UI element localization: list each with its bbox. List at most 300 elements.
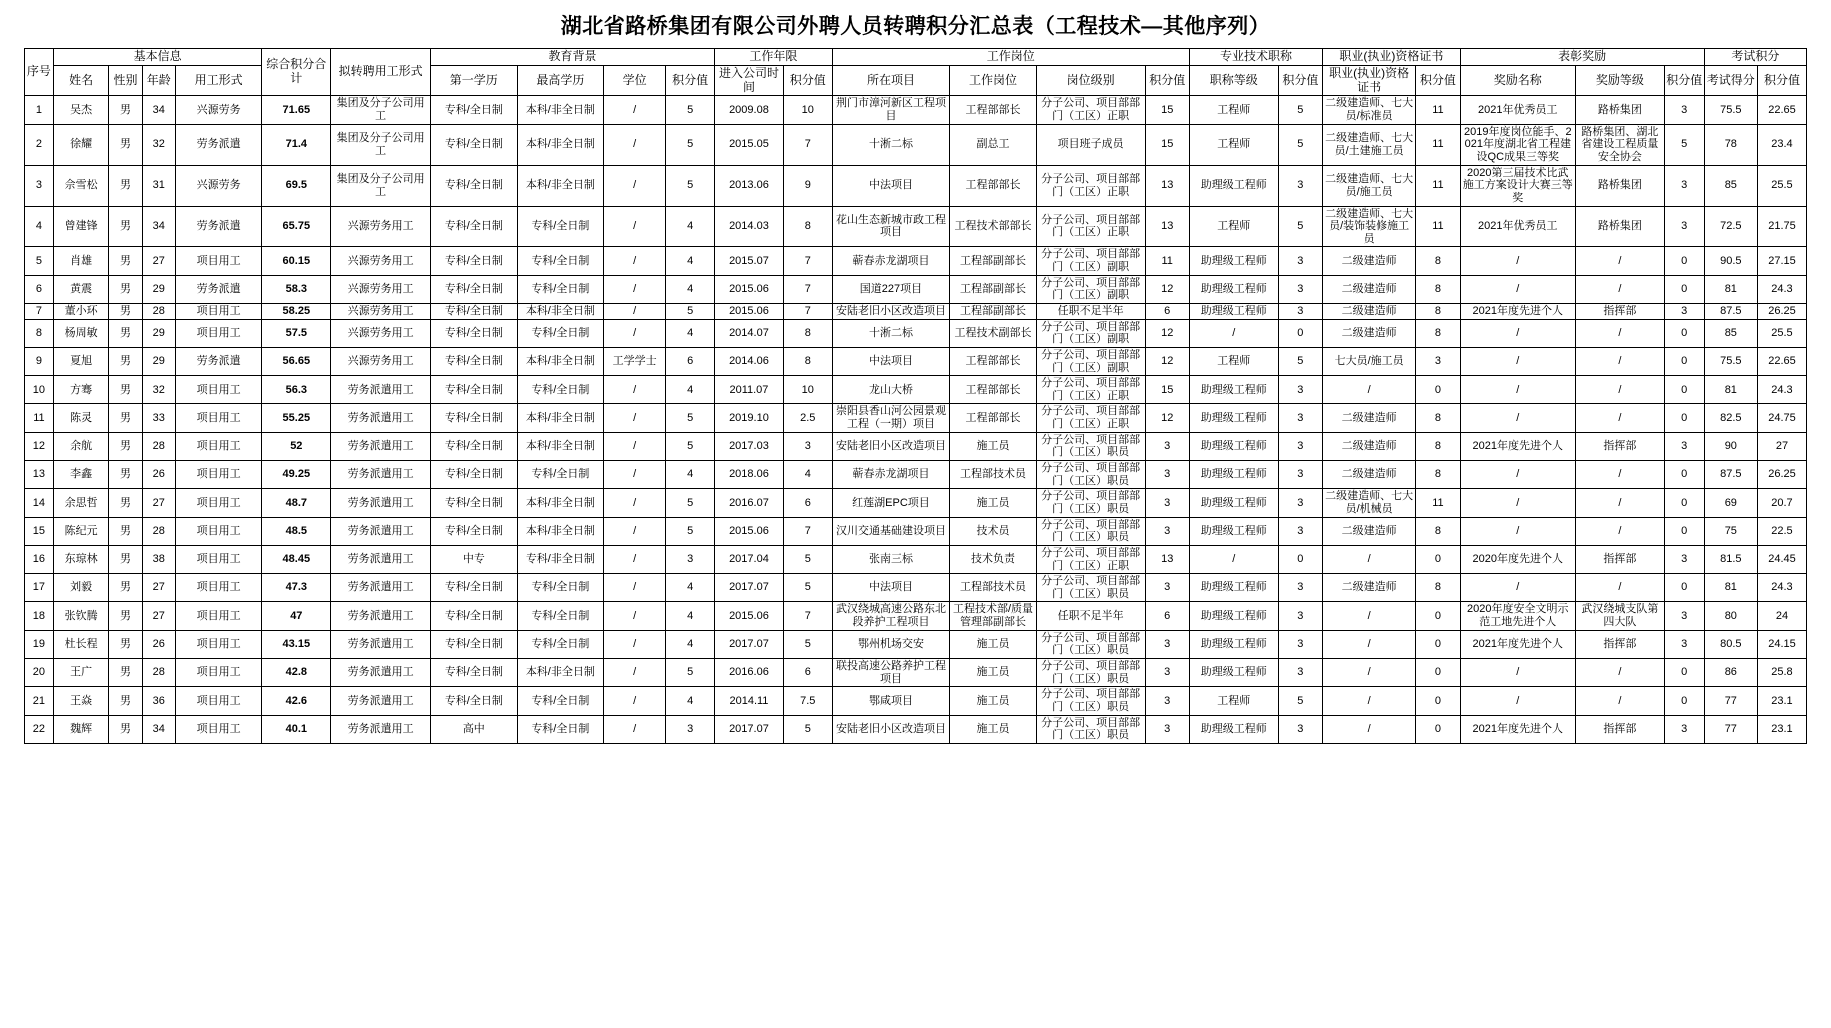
cell-award-level: 路桥集团 bbox=[1575, 165, 1664, 206]
cell-project: 联投高速公路养护工程项目 bbox=[832, 659, 950, 687]
header-highest-degree: 最高学历 bbox=[517, 65, 604, 96]
cell-vocation: 二级建造师 bbox=[1323, 432, 1416, 460]
cell-exam-point: 24.15 bbox=[1757, 630, 1806, 658]
cell-vocation-score: 0 bbox=[1416, 602, 1460, 630]
cell-award-name: / bbox=[1460, 574, 1575, 602]
cell-entry-time: 2017.04 bbox=[715, 545, 784, 573]
cell-award-name: / bbox=[1460, 659, 1575, 687]
cell-age: 29 bbox=[142, 319, 175, 347]
cell-vocation: 二级建造师 bbox=[1323, 247, 1416, 275]
cell-title-score: 5 bbox=[1278, 124, 1322, 165]
cell-name: 黄震 bbox=[53, 275, 108, 303]
cell-total-score: 71.65 bbox=[262, 96, 331, 124]
cell-award-level: / bbox=[1575, 347, 1664, 375]
table-row bbox=[25, 304, 1807, 320]
cell-exam-score: 81 bbox=[1704, 275, 1757, 303]
cell-edu-score: 4 bbox=[666, 319, 715, 347]
table-row bbox=[25, 489, 1807, 517]
cell-award-level: 指挥部 bbox=[1575, 630, 1664, 658]
cell-entry-time: 2015.06 bbox=[715, 304, 784, 320]
cell-project: 中法项目 bbox=[832, 347, 950, 375]
cell-first-degree: 专科/全日制 bbox=[431, 319, 518, 347]
cell-exam-point: 21.75 bbox=[1757, 206, 1806, 247]
cell-seq: 13 bbox=[25, 461, 54, 489]
cell-plan-form: 劳务派遣用工 bbox=[331, 630, 431, 658]
cell-entry-time: 2016.06 bbox=[715, 659, 784, 687]
cell-plan-form: 集团及分子公司用工 bbox=[331, 124, 431, 165]
cell-entry-time: 2015.06 bbox=[715, 275, 784, 303]
cell-exam-score: 77 bbox=[1704, 687, 1757, 715]
cell-degree: / bbox=[604, 461, 666, 489]
cell-age: 29 bbox=[142, 347, 175, 375]
cell-first-degree: 专科/全日制 bbox=[431, 404, 518, 432]
cell-post: 工程部部长 bbox=[950, 404, 1037, 432]
cell-project: 鄂州机场交安 bbox=[832, 630, 950, 658]
cell-name: 陈灵 bbox=[53, 404, 108, 432]
cell-age: 34 bbox=[142, 96, 175, 124]
cell-project: 荆门市漳河新区工程项目 bbox=[832, 96, 950, 124]
cell-degree: / bbox=[604, 687, 666, 715]
cell-vocation: 二级建造师、七大员/标准员 bbox=[1323, 96, 1416, 124]
cell-years-score: 5 bbox=[783, 574, 832, 602]
cell-years-score: 9 bbox=[783, 165, 832, 206]
cell-post-level: 分子公司、项目部部门（工区）正职 bbox=[1036, 376, 1145, 404]
cell-edu-score: 6 bbox=[666, 347, 715, 375]
cell-title-level: 助理级工程师 bbox=[1189, 715, 1278, 743]
cell-highest-degree: 专科/全日制 bbox=[517, 687, 604, 715]
cell-employ-form: 兴源劳务 bbox=[175, 96, 262, 124]
cell-award-score: 0 bbox=[1664, 404, 1704, 432]
cell-award-name: / bbox=[1460, 376, 1575, 404]
cell-post-score: 15 bbox=[1145, 376, 1189, 404]
cell-first-degree: 专科/全日制 bbox=[431, 165, 518, 206]
cell-award-score: 3 bbox=[1664, 715, 1704, 743]
cell-title-level: 助理级工程师 bbox=[1189, 247, 1278, 275]
cell-sex: 男 bbox=[109, 517, 142, 545]
cell-highest-degree: 专科/全日制 bbox=[517, 319, 604, 347]
cell-seq: 21 bbox=[25, 687, 54, 715]
cell-degree: / bbox=[604, 319, 666, 347]
cell-highest-degree: 本科/非全日制 bbox=[517, 404, 604, 432]
cell-entry-time: 2015.07 bbox=[715, 247, 784, 275]
cell-total-score: 56.3 bbox=[262, 376, 331, 404]
cell-total-score: 48.5 bbox=[262, 517, 331, 545]
cell-years-score: 4 bbox=[783, 461, 832, 489]
cell-name: 李鑫 bbox=[53, 461, 108, 489]
cell-first-degree: 专科/全日制 bbox=[431, 247, 518, 275]
cell-vocation: 二级建造师、七大员/机械员 bbox=[1323, 489, 1416, 517]
cell-plan-form: 劳务派遣用工 bbox=[331, 715, 431, 743]
cell-employ-form: 劳务派遣 bbox=[175, 347, 262, 375]
cell-edu-score: 4 bbox=[666, 602, 715, 630]
table-row bbox=[25, 574, 1807, 602]
cell-post-score: 13 bbox=[1145, 206, 1189, 247]
cell-award-level: / bbox=[1575, 275, 1664, 303]
cell-name: 徐耀 bbox=[53, 124, 108, 165]
cell-highest-degree: 本科/非全日制 bbox=[517, 659, 604, 687]
cell-plan-form: 兴源劳务用工 bbox=[331, 275, 431, 303]
cell-employ-form: 劳务派遣 bbox=[175, 124, 262, 165]
cell-exam-score: 78 bbox=[1704, 124, 1757, 165]
cell-sex: 男 bbox=[109, 489, 142, 517]
header-vocation: 职业(执业)资格证书 bbox=[1323, 65, 1416, 96]
cell-exam-score: 90.5 bbox=[1704, 247, 1757, 275]
cell-title-score: 3 bbox=[1278, 517, 1322, 545]
cell-sex: 男 bbox=[109, 574, 142, 602]
table-row bbox=[25, 602, 1807, 630]
cell-post-level: 分子公司、项目部部门（工区）职员 bbox=[1036, 432, 1145, 460]
cell-seq: 14 bbox=[25, 489, 54, 517]
header-award-name: 奖励名称 bbox=[1460, 65, 1575, 96]
table-row bbox=[25, 124, 1807, 165]
cell-total-score: 71.4 bbox=[262, 124, 331, 165]
cell-title-score: 3 bbox=[1278, 275, 1322, 303]
cell-plan-form: 劳务派遣用工 bbox=[331, 545, 431, 573]
cell-project: 红莲湖EPC项目 bbox=[832, 489, 950, 517]
cell-vocation-score: 8 bbox=[1416, 319, 1460, 347]
cell-sex: 男 bbox=[109, 602, 142, 630]
cell-first-degree: 专科/全日制 bbox=[431, 124, 518, 165]
cell-seq: 1 bbox=[25, 96, 54, 124]
cell-title-level: 助理级工程师 bbox=[1189, 517, 1278, 545]
cell-post: 施工员 bbox=[950, 630, 1037, 658]
cell-highest-degree: 本科/非全日制 bbox=[517, 517, 604, 545]
cell-years-score: 5 bbox=[783, 545, 832, 573]
cell-degree: / bbox=[604, 304, 666, 320]
cell-award-score: 0 bbox=[1664, 659, 1704, 687]
cell-highest-degree: 专科/全日制 bbox=[517, 715, 604, 743]
cell-project: 安陆老旧小区改造项目 bbox=[832, 432, 950, 460]
cell-post-score: 3 bbox=[1145, 432, 1189, 460]
cell-award-level: 指挥部 bbox=[1575, 545, 1664, 573]
cell-post-level: 分子公司、项目部部门（工区）正职 bbox=[1036, 545, 1145, 573]
cell-title-score: 3 bbox=[1278, 630, 1322, 658]
cell-post: 工程部副部长 bbox=[950, 275, 1037, 303]
cell-employ-form: 项目用工 bbox=[175, 687, 262, 715]
cell-name: 余航 bbox=[53, 432, 108, 460]
cell-name: 董小环 bbox=[53, 304, 108, 320]
cell-entry-time: 2017.07 bbox=[715, 630, 784, 658]
cell-employ-form: 项目用工 bbox=[175, 517, 262, 545]
cell-plan-form: 劳务派遣用工 bbox=[331, 404, 431, 432]
cell-seq: 4 bbox=[25, 206, 54, 247]
cell-highest-degree: 本科/非全日制 bbox=[517, 96, 604, 124]
cell-post-score: 13 bbox=[1145, 545, 1189, 573]
cell-entry-time: 2017.03 bbox=[715, 432, 784, 460]
cell-post-level: 分子公司、项目部部门（工区）副职 bbox=[1036, 347, 1145, 375]
cell-seq: 2 bbox=[25, 124, 54, 165]
header-post-score: 积分值 bbox=[1145, 65, 1189, 96]
cell-award-level: / bbox=[1575, 404, 1664, 432]
cell-vocation: 二级建造师 bbox=[1323, 275, 1416, 303]
cell-post-score: 3 bbox=[1145, 659, 1189, 687]
cell-employ-form: 项目用工 bbox=[175, 319, 262, 347]
cell-name: 东琼林 bbox=[53, 545, 108, 573]
cell-post-level: 分子公司、项目部部门（工区）副职 bbox=[1036, 319, 1145, 347]
cell-post: 施工员 bbox=[950, 687, 1037, 715]
cell-title-level: 助理级工程师 bbox=[1189, 630, 1278, 658]
cell-exam-score: 85 bbox=[1704, 319, 1757, 347]
cell-age: 38 bbox=[142, 545, 175, 573]
cell-award-score: 3 bbox=[1664, 602, 1704, 630]
cell-vocation-score: 0 bbox=[1416, 376, 1460, 404]
cell-edu-score: 5 bbox=[666, 404, 715, 432]
cell-age: 29 bbox=[142, 275, 175, 303]
header-work-post: 工作岗位 bbox=[832, 49, 1189, 66]
table-row bbox=[25, 630, 1807, 658]
cell-award-level: / bbox=[1575, 489, 1664, 517]
cell-post-level: 分子公司、项目部部门（工区）正职 bbox=[1036, 165, 1145, 206]
cell-post-level: 分子公司、项目部部门（工区）正职 bbox=[1036, 404, 1145, 432]
cell-post-level: 分子公司、项目部部门（工区）职员 bbox=[1036, 489, 1145, 517]
cell-name: 吴杰 bbox=[53, 96, 108, 124]
cell-exam-point: 24.75 bbox=[1757, 404, 1806, 432]
cell-post: 工程部部长 bbox=[950, 165, 1037, 206]
cell-title-score: 3 bbox=[1278, 659, 1322, 687]
header-exam: 考试积分 bbox=[1704, 49, 1806, 66]
cell-post: 工程技术部部长 bbox=[950, 206, 1037, 247]
cell-first-degree: 专科/全日制 bbox=[431, 376, 518, 404]
cell-seq: 6 bbox=[25, 275, 54, 303]
cell-entry-time: 2017.07 bbox=[715, 715, 784, 743]
cell-title-level: 工程师 bbox=[1189, 687, 1278, 715]
cell-award-name: / bbox=[1460, 275, 1575, 303]
cell-award-level: / bbox=[1575, 319, 1664, 347]
cell-highest-degree: 专科/全日制 bbox=[517, 602, 604, 630]
cell-project: 中法项目 bbox=[832, 574, 950, 602]
cell-first-degree: 专科/全日制 bbox=[431, 432, 518, 460]
cell-award-score: 3 bbox=[1664, 165, 1704, 206]
cell-years-score: 8 bbox=[783, 206, 832, 247]
cell-employ-form: 项目用工 bbox=[175, 432, 262, 460]
cell-post: 工程部技术员 bbox=[950, 461, 1037, 489]
cell-post-level: 分子公司、项目部部门（工区）正职 bbox=[1036, 206, 1145, 247]
cell-edu-score: 5 bbox=[666, 659, 715, 687]
cell-post-level: 分子公司、项目部部门（工区）职员 bbox=[1036, 687, 1145, 715]
cell-vocation: 二级建造师 bbox=[1323, 574, 1416, 602]
cell-vocation-score: 11 bbox=[1416, 489, 1460, 517]
cell-title-score: 3 bbox=[1278, 489, 1322, 517]
cell-vocation: / bbox=[1323, 687, 1416, 715]
header-name: 姓名 bbox=[53, 65, 108, 96]
cell-plan-form: 劳务派遣用工 bbox=[331, 376, 431, 404]
cell-entry-time: 2018.06 bbox=[715, 461, 784, 489]
cell-project: 安陆老旧小区改造项目 bbox=[832, 304, 950, 320]
cell-post-level: 分子公司、项目部部门（工区）职员 bbox=[1036, 574, 1145, 602]
cell-plan-form: 兴源劳务用工 bbox=[331, 319, 431, 347]
cell-plan-form: 劳务派遣用工 bbox=[331, 574, 431, 602]
table-row bbox=[25, 545, 1807, 573]
cell-vocation-score: 8 bbox=[1416, 404, 1460, 432]
cell-years-score: 10 bbox=[783, 96, 832, 124]
cell-exam-point: 26.25 bbox=[1757, 461, 1806, 489]
cell-title-score: 3 bbox=[1278, 247, 1322, 275]
cell-vocation-score: 0 bbox=[1416, 687, 1460, 715]
cell-seq: 16 bbox=[25, 545, 54, 573]
cell-edu-score: 4 bbox=[666, 687, 715, 715]
cell-seq: 10 bbox=[25, 376, 54, 404]
cell-employ-form: 项目用工 bbox=[175, 545, 262, 573]
cell-vocation: 二级建造师、七大员/土建施工员 bbox=[1323, 124, 1416, 165]
cell-edu-score: 4 bbox=[666, 630, 715, 658]
cell-vocation: 二级建造师 bbox=[1323, 404, 1416, 432]
cell-award-name: / bbox=[1460, 319, 1575, 347]
cell-first-degree: 专科/全日制 bbox=[431, 489, 518, 517]
cell-age: 27 bbox=[142, 489, 175, 517]
cell-post-level: 分子公司、项目部部门（工区）职员 bbox=[1036, 461, 1145, 489]
cell-post-score: 15 bbox=[1145, 96, 1189, 124]
cell-plan-form: 集团及分子公司用工 bbox=[331, 165, 431, 206]
cell-award-name: 2021年度先进个人 bbox=[1460, 630, 1575, 658]
cell-plan-form: 集团及分子公司用工 bbox=[331, 96, 431, 124]
cell-first-degree: 专科/全日制 bbox=[431, 574, 518, 602]
cell-name: 王焱 bbox=[53, 687, 108, 715]
cell-name: 陈纪元 bbox=[53, 517, 108, 545]
cell-award-name: 2020第三届技术比武施工方案设计大赛三等奖 bbox=[1460, 165, 1575, 206]
cell-title-level: 工程师 bbox=[1189, 96, 1278, 124]
cell-vocation-score: 8 bbox=[1416, 517, 1460, 545]
header-degree: 学位 bbox=[604, 65, 666, 96]
cell-post: 副总工 bbox=[950, 124, 1037, 165]
header-age: 年龄 bbox=[142, 65, 175, 96]
table-header bbox=[25, 49, 1807, 96]
cell-title-level: 助理级工程师 bbox=[1189, 376, 1278, 404]
cell-post-score: 3 bbox=[1145, 715, 1189, 743]
cell-exam-point: 24.3 bbox=[1757, 275, 1806, 303]
cell-post-level: 分子公司、项目部部门（工区）职员 bbox=[1036, 659, 1145, 687]
table-row bbox=[25, 275, 1807, 303]
cell-total-score: 47.3 bbox=[262, 574, 331, 602]
cell-first-degree: 专科/全日制 bbox=[431, 347, 518, 375]
header-employ-form: 用工形式 bbox=[175, 65, 262, 96]
cell-title-score: 3 bbox=[1278, 715, 1322, 743]
cell-title-level: 助理级工程师 bbox=[1189, 602, 1278, 630]
cell-award-score: 0 bbox=[1664, 489, 1704, 517]
cell-edu-score: 4 bbox=[666, 275, 715, 303]
cell-highest-degree: 专科/全日制 bbox=[517, 376, 604, 404]
cell-post-score: 11 bbox=[1145, 247, 1189, 275]
cell-first-degree: 专科/全日制 bbox=[431, 602, 518, 630]
cell-award-name: 2021年度先进个人 bbox=[1460, 715, 1575, 743]
cell-post: 工程部副部长 bbox=[950, 247, 1037, 275]
cell-post: 工程技术副部长 bbox=[950, 319, 1037, 347]
cell-years-score: 7.5 bbox=[783, 687, 832, 715]
cell-name: 余思哲 bbox=[53, 489, 108, 517]
cell-total-score: 42.8 bbox=[262, 659, 331, 687]
cell-exam-point: 23.1 bbox=[1757, 687, 1806, 715]
cell-award-name: 2021年度先进个人 bbox=[1460, 432, 1575, 460]
cell-age: 33 bbox=[142, 404, 175, 432]
cell-highest-degree: 专科/全日制 bbox=[517, 275, 604, 303]
cell-sex: 男 bbox=[109, 165, 142, 206]
cell-total-score: 43.15 bbox=[262, 630, 331, 658]
header-total-score: 综合积分合计 bbox=[262, 49, 331, 96]
cell-project: 十淅二标 bbox=[832, 319, 950, 347]
header-edu-score: 积分值 bbox=[666, 65, 715, 96]
cell-edu-score: 4 bbox=[666, 206, 715, 247]
cell-age: 32 bbox=[142, 124, 175, 165]
cell-years-score: 8 bbox=[783, 319, 832, 347]
cell-total-score: 58.25 bbox=[262, 304, 331, 320]
cell-project: 十淅二标 bbox=[832, 124, 950, 165]
cell-vocation: 二级建造师 bbox=[1323, 461, 1416, 489]
cell-total-score: 48.45 bbox=[262, 545, 331, 573]
cell-exam-score: 82.5 bbox=[1704, 404, 1757, 432]
header-basic-info: 基本信息 bbox=[53, 49, 262, 66]
cell-post-score: 15 bbox=[1145, 124, 1189, 165]
cell-plan-form: 兴源劳务用工 bbox=[331, 304, 431, 320]
cell-exam-point: 26.25 bbox=[1757, 304, 1806, 320]
cell-plan-form: 劳务派遣用工 bbox=[331, 602, 431, 630]
header-work-years: 工作年限 bbox=[715, 49, 833, 66]
cell-first-degree: 专科/全日制 bbox=[431, 659, 518, 687]
cell-first-degree: 专科/全日制 bbox=[431, 275, 518, 303]
cell-vocation-score: 8 bbox=[1416, 461, 1460, 489]
cell-project: 蕲春赤龙湖项目 bbox=[832, 247, 950, 275]
header-education: 教育背景 bbox=[431, 49, 715, 66]
cell-project: 龙山大桥 bbox=[832, 376, 950, 404]
cell-title-score: 3 bbox=[1278, 304, 1322, 320]
cell-post-level: 分子公司、项目部部门（工区）副职 bbox=[1036, 275, 1145, 303]
cell-total-score: 47 bbox=[262, 602, 331, 630]
cell-sex: 男 bbox=[109, 432, 142, 460]
cell-exam-score: 75.5 bbox=[1704, 96, 1757, 124]
cell-exam-point: 24.3 bbox=[1757, 574, 1806, 602]
cell-entry-time: 2014.11 bbox=[715, 687, 784, 715]
cell-award-name: 2021年度先进个人 bbox=[1460, 304, 1575, 320]
header-exam-score: 考试得分 bbox=[1704, 65, 1757, 96]
cell-vocation: / bbox=[1323, 602, 1416, 630]
cell-vocation-score: 0 bbox=[1416, 630, 1460, 658]
group-header-row bbox=[25, 49, 1807, 66]
cell-award-score: 0 bbox=[1664, 319, 1704, 347]
cell-entry-time: 2019.10 bbox=[715, 404, 784, 432]
cell-post: 技术负责 bbox=[950, 545, 1037, 573]
cell-title-score: 3 bbox=[1278, 574, 1322, 602]
cell-post: 技术员 bbox=[950, 517, 1037, 545]
cell-degree: / bbox=[604, 124, 666, 165]
cell-seq: 3 bbox=[25, 165, 54, 206]
cell-vocation: 二级建造师 bbox=[1323, 517, 1416, 545]
cell-employ-form: 项目用工 bbox=[175, 247, 262, 275]
cell-first-degree: 专科/全日制 bbox=[431, 304, 518, 320]
cell-vocation-score: 3 bbox=[1416, 347, 1460, 375]
cell-exam-score: 80.5 bbox=[1704, 630, 1757, 658]
cell-title-score: 3 bbox=[1278, 404, 1322, 432]
cell-entry-time: 2015.05 bbox=[715, 124, 784, 165]
header-vocation-cert: 职业(执业)资格证书 bbox=[1323, 49, 1461, 66]
table-body bbox=[25, 96, 1807, 743]
cell-exam-score: 72.5 bbox=[1704, 206, 1757, 247]
cell-first-degree: 高中 bbox=[431, 715, 518, 743]
cell-edu-score: 5 bbox=[666, 517, 715, 545]
cell-vocation: 二级建造师、七大员/装饰装修施工员 bbox=[1323, 206, 1416, 247]
cell-sex: 男 bbox=[109, 275, 142, 303]
cell-degree: / bbox=[604, 275, 666, 303]
cell-award-score: 5 bbox=[1664, 124, 1704, 165]
cell-exam-point: 23.4 bbox=[1757, 124, 1806, 165]
cell-age: 32 bbox=[142, 376, 175, 404]
cell-entry-time: 2015.06 bbox=[715, 517, 784, 545]
cell-plan-form: 兴源劳务用工 bbox=[331, 206, 431, 247]
cell-post-score: 12 bbox=[1145, 275, 1189, 303]
cell-employ-form: 项目用工 bbox=[175, 489, 262, 517]
cell-years-score: 10 bbox=[783, 376, 832, 404]
cell-exam-point: 22.65 bbox=[1757, 96, 1806, 124]
table-row bbox=[25, 715, 1807, 743]
cell-employ-form: 劳务派遣 bbox=[175, 275, 262, 303]
cell-employ-form: 劳务派遣 bbox=[175, 206, 262, 247]
